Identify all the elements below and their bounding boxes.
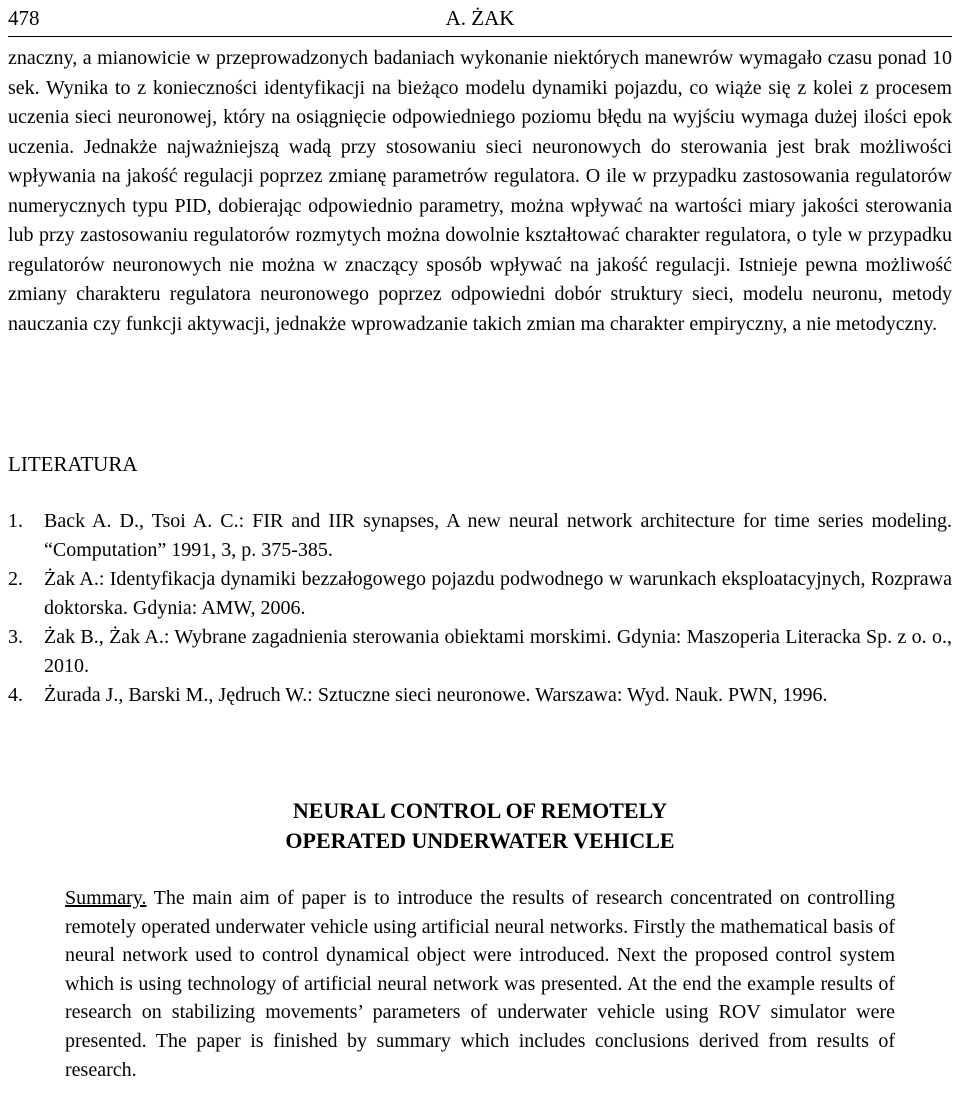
running-head: A. ŻAK bbox=[445, 6, 515, 30]
english-title-line-1: NEURAL CONTROL OF REMOTELY bbox=[292, 798, 668, 823]
page-header bbox=[8, 6, 952, 37]
body-paragraph: znaczny, a mianowicie w przeprowadzonych badaniach wykonanie niektórych manewrów wymagało czasu ponad 10 sek. Wynika to z konieczności identyfikacji na bieżąco modelu dynamiki pojazdu, co wiąże się z kolei z procesem uczenia sieci neuronowej, który na osiągnięcie odpowiedniego poziomu błędu na wyjściu wymaga dużej ilości epok uczenia. Jednakże najważniejszą wadą przy stosowaniu sieci neuronowych do sterowania jest brak możliwości wpływania na jakość regulacji poprzez zmianę parametrów regulatora. O ile w przypadku zastosowania regulatorów numerycznych typu PID, dobierając odpowiednio parametry, można wpływać na wartości miary jakości sterowania lub przy zastosowaniu regulatorów rozmytych można dowolnie kształtować charakter regulatora, o tyle w przypadku regulatorów neuronowych nie można w znaczący sposób wpływać na jakość regulacji. Istnieje pewna możliwość zmiany charakteru regulatora neuronowego poprzez odpowiedni dobór struktury sieci, modelu neuronu, metody nauczania czy funkcji aktywacji, jednakże wprowadzanie takich zmian ma charakter empiryczny, a nie metodyczny. bbox=[8, 47, 952, 335]
reference-number: 3. bbox=[8, 626, 23, 648]
english-title-line-2: OPERATED UNDERWATER VEHICLE bbox=[285, 828, 675, 853]
reference-item bbox=[8, 623, 952, 681]
summary-label: Summary. bbox=[65, 887, 147, 909]
reference-text: Żak B., Żak A.: Wybrane zagadnienia sterowania obiektami morskimi. Gdynia: Maszoperia Literacka Sp. z o. o., 2010. bbox=[44, 626, 952, 677]
reference-text: Żurada J., Barski M., Jędruch W.: Sztuczne sieci neuronowe. Warszawa: Wyd. Nauk. PWN, 1996. bbox=[44, 684, 828, 706]
summary-text: The main aim of paper is to introduce the results of research concentrated on controlling remotely operated underwater vehicle using artificial neural networks. Firstly the mathematical basis of neural network used to control dynamical object were introduced. Next the proposed control system which is using technology of artificial neural network was presented. At the end the example results of research on stabilizing movements’ parameters of underwater vehicle using ROV simulator were presented. The paper is finished by summary which includes conclusions derived from results of research. bbox=[65, 887, 895, 1081]
reference-number: 1. bbox=[8, 510, 23, 532]
summary-paragraph bbox=[65, 884, 895, 1084]
reference-item bbox=[8, 565, 952, 623]
reference-number: 4. bbox=[8, 684, 23, 706]
english-title bbox=[0, 796, 960, 856]
reference-item bbox=[8, 681, 952, 710]
page-number: 478 bbox=[8, 6, 40, 30]
reference-text: Back A. D., Tsoi A. C.: FIR and IIR synapses, A new neural network architecture for time series modeling. “Computation” 1991, 3, p. 375-385. bbox=[44, 510, 952, 561]
reference-text: Żak A.: Identyfikacja dynamiki bezzałogowego pojazdu podwodnego w warunkach eksploatacyjnych, Rozprawa doktorska. Gdynia: AMW, 2006. bbox=[44, 568, 952, 619]
reference-list bbox=[8, 507, 952, 710]
reference-item bbox=[8, 507, 952, 565]
references-heading: LITERATURA bbox=[8, 452, 138, 476]
reference-number: 2. bbox=[8, 568, 23, 590]
